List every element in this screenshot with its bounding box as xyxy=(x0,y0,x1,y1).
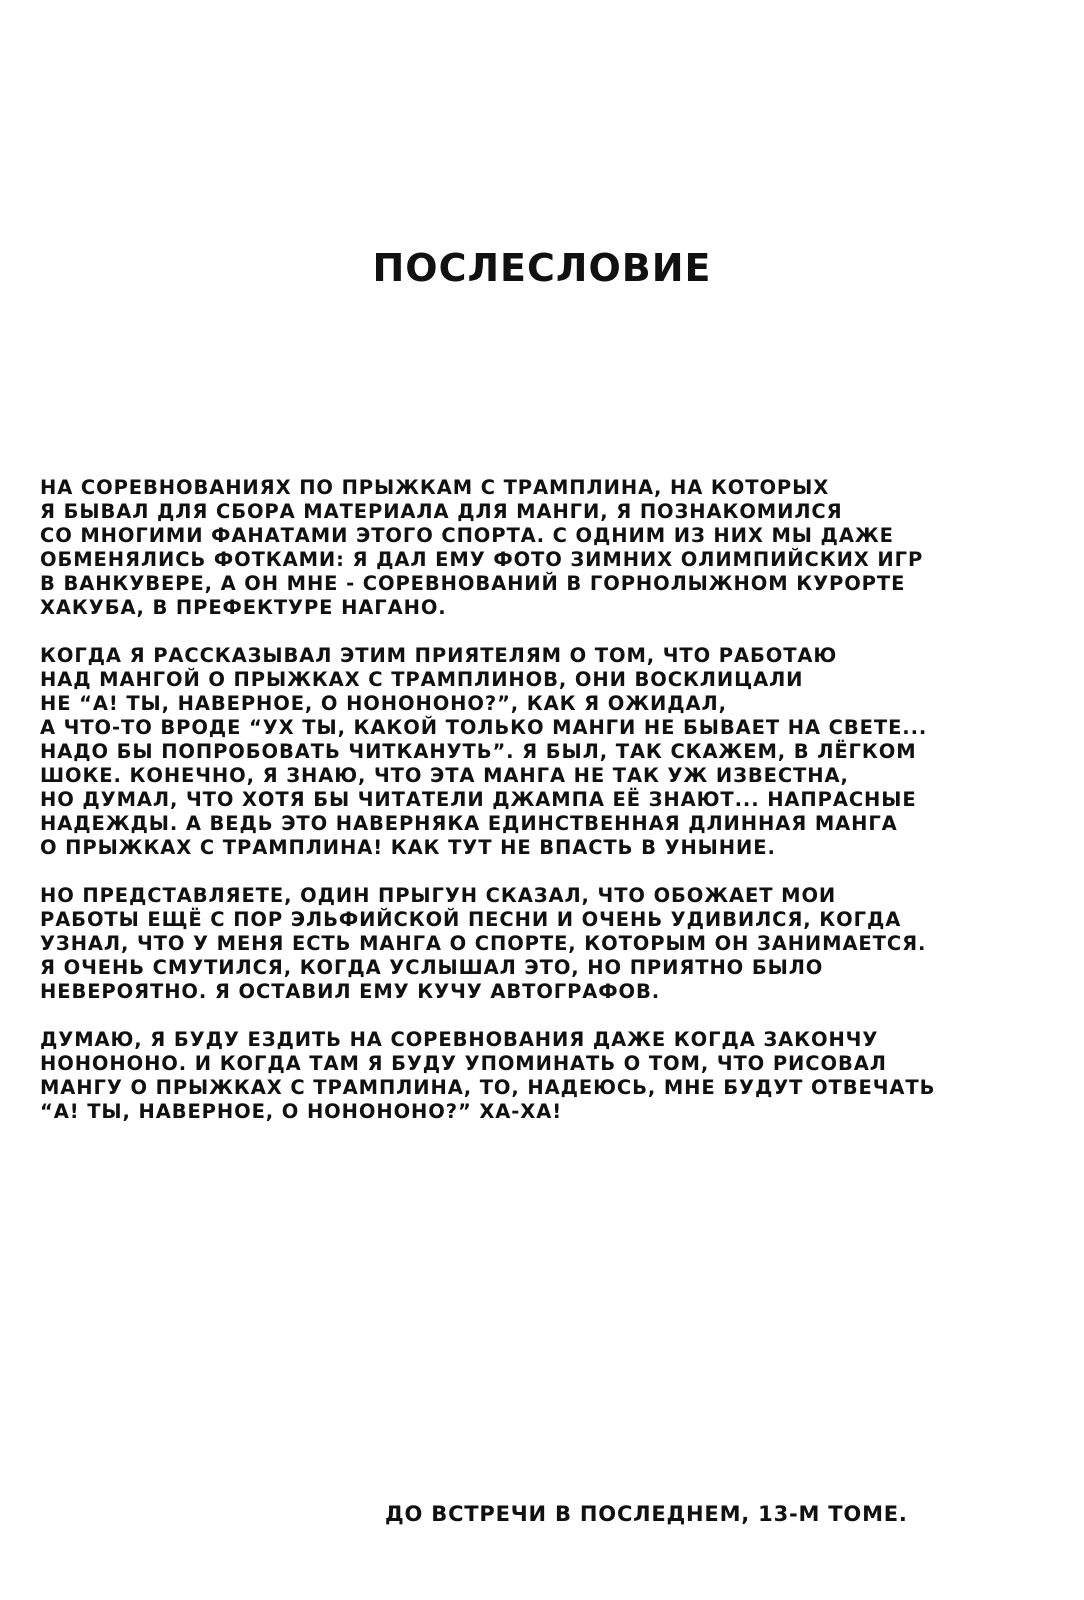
text-line: НАДЕЖДЫ. А ВЕДЬ ЭТО НАВЕРНЯКА ЕДИНСТВЕННАЯ ДЛИННАЯ МАНГА xyxy=(40,812,898,835)
text-line: ШОКЕ. КОНЕЧНО, Я ЗНАЮ, ЧТО ЭТА МАНГА НЕ ТАК УЖ ИЗВЕСТНА, xyxy=(40,764,849,787)
afterword-body xyxy=(40,476,1050,1148)
text-line: “А! ТЫ, НАВЕРНОЕ, О НОНОНОНО?” ХА-ХА! xyxy=(40,1100,562,1123)
closing-note: ДО ВСТРЕЧИ В ПОСЛЕДНЕМ, 13-М ТОМЕ. xyxy=(385,1502,908,1526)
text-line: НАД МАНГОЙ О ПРЫЖКАХ С ТРАМПЛИНОВ, ОНИ ВОСКЛИЦАЛИ xyxy=(40,668,804,691)
text-line: НЕВЕРОЯТНО. Я ОСТАВИЛ ЕМУ КУЧУ АВТОГРАФОВ. xyxy=(40,980,661,1003)
paragraph-3 xyxy=(40,884,1050,1004)
text-line: НЕ “А! ТЫ, НАВЕРНОЕ, О НОНОНОНО?”, КАК Я ОЖИДАЛ, xyxy=(40,692,727,715)
text-line: О ПРЫЖКАХ С ТРАМПЛИНА! КАК ТУТ НЕ ВПАСТЬ В УНЫНИЕ. xyxy=(40,836,776,859)
text-line: НО ДУМАЛ, ЧТО ХОТЯ БЫ ЧИТАТЕЛИ ДЖАМПА ЕЁ ЗНАЮТ... НАПРАСНЫЕ xyxy=(40,788,917,811)
text-line: НА СОРЕВНОВАНИЯХ ПО ПРЫЖКАМ С ТРАМПЛИНА, НА КОТОРЫХ xyxy=(40,476,830,499)
text-line: А ЧТО-ТО ВРОДЕ “УХ ТЫ, КАКОЙ ТОЛЬКО МАНГИ НЕ БЫВАЕТ НА СВЕТЕ... xyxy=(40,716,928,739)
text-line: ХАКУБА, В ПРЕФЕКТУРЕ НАГАНО. xyxy=(40,596,447,619)
text-line: УЗНАЛ, ЧТО У МЕНЯ ЕСТЬ МАНГА О СПОРТЕ, КОТОРЫМ ОН ЗАНИМАЕТСЯ. xyxy=(40,932,927,955)
text-line: ДУМАЮ, Я БУДУ ЕЗДИТЬ НА СОРЕВНОВАНИЯ ДАЖЕ КОГДА ЗАКОНЧУ xyxy=(40,1028,879,1051)
paragraph-2 xyxy=(40,644,1050,860)
paragraph-1 xyxy=(40,476,1050,620)
text-line: В ВАНКУВЕРЕ, А ОН МНЕ - СОРЕВНОВАНИЙ В ГОРНОЛЫЖНОМ КУРОРТЕ xyxy=(40,572,906,595)
text-line: НО ПРЕДСТАВЛЯЕТЕ, ОДИН ПРЫГУН СКАЗАЛ, ЧТО ОБОЖАЕТ МОИ xyxy=(40,884,837,907)
text-line: Я БЫВАЛ ДЛЯ СБОРА МАТЕРИАЛА ДЛЯ МАНГИ, Я ПОЗНАКОМИЛСЯ xyxy=(40,500,843,523)
text-line: СО МНОГИМИ ФАНАТАМИ ЭТОГО СПОРТА. С ОДНИМ ИЗ НИХ МЫ ДАЖЕ xyxy=(40,524,894,547)
text-line: ОБМЕНЯЛИСЬ ФОТКАМИ: Я ДАЛ ЕМУ ФОТО ЗИМНИХ ОЛИМПИЙСКИХ ИГР xyxy=(40,548,924,571)
text-line: МАНГУ О ПРЫЖКАХ С ТРАМПЛИНА, ТО, НАДЕЮСЬ, МНЕ БУДУТ ОТВЕЧАТЬ xyxy=(40,1076,936,1099)
text-line: РАБОТЫ ЕЩЁ С ПОР ЭЛЬФИЙСКОЙ ПЕСНИ И ОЧЕНЬ УДИВИЛСЯ, КОГДА xyxy=(40,908,902,931)
text-line: Я ОЧЕНЬ СМУТИЛСЯ, КОГДА УСЛЫШАЛ ЭТО, НО ПРИЯТНО БЫЛО xyxy=(40,956,824,979)
text-line: КОГДА Я РАССКАЗЫВАЛ ЭТИМ ПРИЯТЕЛЯМ О ТОМ, ЧТО РАБОТАЮ xyxy=(40,644,838,667)
text-line: НАДО БЫ ПОПРОБОВАТЬ ЧИТКАНУТЬ”. Я БЫЛ, ТАК СКАЖЕМ, В ЛЁГКОМ xyxy=(40,740,917,763)
paragraph-4 xyxy=(40,1028,1050,1124)
text-line: НОНОНОНО. И КОГДА ТАМ Я БУДУ УПОМИНАТЬ О ТОМ, ЧТО РИСОВАЛ xyxy=(40,1052,887,1075)
page-title: ПОСЛЕСЛОВИЕ xyxy=(372,246,712,290)
